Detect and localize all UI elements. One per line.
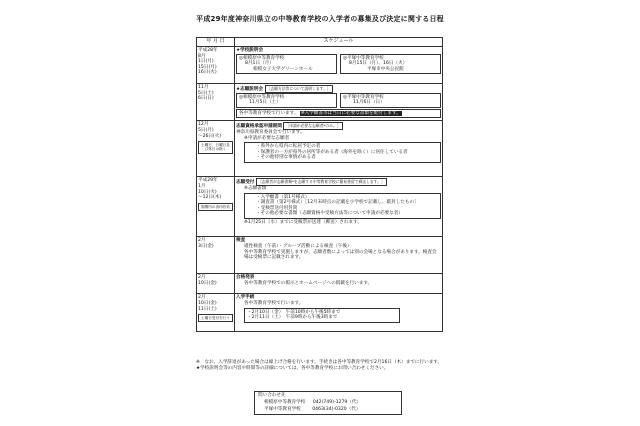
table-row (197, 121, 443, 177)
table-row (197, 84, 443, 121)
list-item: ・2月11日（土） 午前9時から午後3時まで (247, 315, 338, 321)
list-item: ・調査書（第2号様式）［12月末時点の記載を小学校で記載し、厳封したもの］ (256, 200, 419, 206)
body-text: 神奈川県教育委員会で行います。 (236, 129, 305, 135)
table-row (197, 237, 443, 274)
contact-box (254, 391, 402, 415)
list-item: ・2月10日（金） 午前10時から午後5時まで (247, 309, 341, 315)
side-note: 土曜日、日曜日及び休日は除く (198, 141, 233, 153)
list-item: ・受検票送付用封筒 (256, 205, 298, 211)
row-date (197, 294, 235, 332)
contact-school: 相模原中等教育学校 (264, 399, 306, 405)
side-note: 期間内の消印有効 (198, 203, 233, 211)
note-badge: ［志願方法等について説明します。］ (266, 86, 331, 91)
row-date: 平成28年 8月 1日(月) 15日(月) 16日(火) (197, 47, 235, 84)
school-name: ◎相模原中等教育学校 (239, 94, 285, 100)
event-date: 8月1日（月） (245, 61, 274, 67)
row-content (235, 47, 443, 84)
row-date: 2月 3日(金) (197, 237, 235, 274)
event-date: 11月6日（日） (353, 100, 385, 106)
row-content (235, 294, 443, 332)
row-date: 2月 10日(金) (197, 274, 235, 294)
row-heading: 合格発表 (236, 275, 255, 281)
school-box (236, 93, 337, 108)
body-text: 適性検査（午前）・グループ活動による検査（午後） (244, 243, 352, 249)
contact-row (258, 407, 398, 414)
documents-box (244, 193, 441, 219)
date-text: 2月 10日(金) 11日(土) (198, 295, 217, 312)
event-date: 11月5日（土） (249, 100, 281, 106)
body-text: 各中等教育学校で行います。 (244, 300, 304, 306)
note-box (236, 109, 441, 119)
table-header-row (197, 38, 443, 47)
note-text: 各中等教育学校で行います。 (239, 110, 299, 116)
header-date: 年 月 日 (197, 38, 235, 47)
list-item: ・県外から県内に転居予定の者 (256, 144, 321, 150)
table-row (197, 47, 443, 84)
note-badge: ［申請が必要な志願者*のみ。］ (285, 123, 341, 129)
school-name: ◎平塚中等教育学校 (343, 94, 384, 100)
body-text: 各中等教育学校での掲示とホームページへの掲載を行います。 (244, 280, 373, 286)
table-row (197, 294, 443, 332)
event-date: 8月15日（月）、16日（火） (349, 61, 408, 67)
highlight-note: ※入学願書等は当日に必要な書類を配付します。 (300, 110, 401, 116)
note-badge: ［志願者が志願書類*を志願する中等教育学校に簡易書留で郵送します。］ (257, 179, 385, 185)
school-box (340, 54, 441, 75)
document-title: 平成29年度神奈川県立の中等教育学校の入学者の募集及び決定に関する日程 (196, 15, 444, 23)
row-date: 11月 5日(土) 6日(日) (197, 84, 235, 121)
row-content (235, 121, 443, 177)
row-heading: 志願受付 (236, 180, 255, 186)
contact-phone: 042(749)-1279（代） (312, 399, 362, 405)
row-heading: 志願資格承認申請期間 (236, 124, 282, 130)
event-place: 平塚市中央公民館 (367, 66, 404, 72)
list-item: ・保護者の一方が県外の居所等がある者（海外を除く）に居住している者 (256, 149, 408, 155)
side-note: 土曜日受付を行う (198, 314, 233, 322)
row-content (235, 237, 443, 274)
criteria-box (244, 142, 441, 163)
contact-row (258, 400, 398, 407)
contact-heading: 問い合わせ先 (258, 393, 286, 398)
table-row (197, 274, 443, 294)
row-content (235, 274, 443, 294)
date-text: 12月 5日(月) ～26日(火) (198, 122, 222, 139)
footnote: ★学校説明会等の内容や時間等の詳細については、各中等教育学校にお問い合わせください。 (196, 366, 389, 371)
contact-phone: 0463(34)-0320（代） (312, 406, 361, 412)
school-box (340, 93, 441, 108)
footnote: ※ なお、入学辞退があった場合は繰上げ合格を行います。手続きは各中等教育学校で2月16日（木）までに行います。 (196, 360, 443, 365)
school-name: ◎平塚中等教育学校 (343, 55, 384, 61)
header-schedule: スケジュール (235, 38, 443, 47)
list-item: ・その他特別な事情がある者 (256, 155, 316, 161)
row-content (235, 84, 443, 121)
body-text: ※申請が必要な志願者 (244, 135, 290, 141)
date-text: 平成29年 1月 10日(火) ～12日(木) (198, 178, 222, 201)
school-box (236, 54, 337, 75)
table-row (197, 177, 443, 237)
list-item: ・入学願書（第1号様式） (256, 194, 310, 200)
list-item: ・その他必要な書類（志願資格や受検方法等について申請が必要な者） (256, 211, 403, 217)
school-name: ◎相模原中等教育学校 (239, 55, 285, 61)
row-heading: 入学手続 (236, 295, 255, 301)
body-text: ※1月25日（水）までに受検票が送達（郵送）されます。 (244, 219, 362, 225)
row-date (197, 121, 235, 177)
contact-school: 平塚中等教育学校 (264, 406, 301, 412)
body-text: 各中等教育学校で実施しますが、志願者数によっては別の会場となる場合があります。検査会場は受検票に記載されます。 (244, 249, 437, 261)
row-heading: 検査 (236, 238, 246, 244)
body-text: ※志願書類 (244, 185, 267, 191)
procedure-times-box (244, 308, 400, 323)
row-heading: ★学校説明会 (236, 48, 264, 53)
schedule-table (196, 37, 443, 332)
footnotes (196, 360, 456, 372)
event-place: 相模女子大学グリーンホール (253, 66, 313, 72)
row-date (197, 177, 235, 237)
row-content (235, 177, 443, 237)
row-heading: ★志願説明会 (236, 87, 264, 92)
